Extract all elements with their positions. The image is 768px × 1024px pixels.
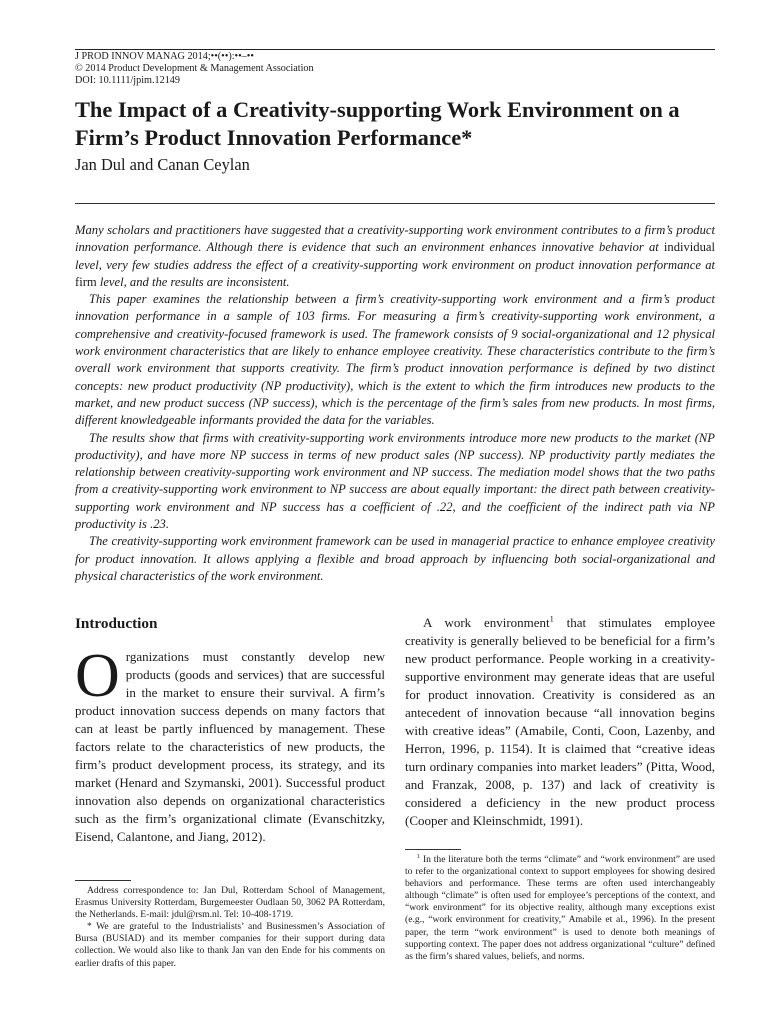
drop-cap: O xyxy=(75,642,120,710)
footnote-rule xyxy=(75,880,131,881)
paper-title: The Impact of a Creativity-supporting Work Environment on a Firm’s Product Innovation Performance* xyxy=(75,97,680,150)
footnote-rule xyxy=(405,849,461,850)
footnote-1 xyxy=(405,854,715,963)
abstract-text: level, very few studies address the effect of a creativity-supporting work environment on product innovation performance at xyxy=(75,257,715,272)
abstract-paragraph-1 xyxy=(75,222,715,291)
left-column xyxy=(75,614,385,970)
authors: Jan Dul and Canan Ceylan xyxy=(75,155,250,174)
abstract-paragraph-2: This paper examines the relationship between a firm’s creativity-supporting work environment and a firm’s product innovation performance in a sample of 103 firms. For measuring a firm’s creativity-supporting work environment, a comprehensive and creativity-focused framework is used. The framework consists of 9 social-organizational and 12 physical work environment characteristics that are likely to enhance employee creativity. These characteristics contribute to the firm’s overall work environment that supports creativity. The firm’s product innovation performance is defined by two distinct concepts: new product productivity (NP productivity), which is the extent to which the firm introduces new products to the market, and new product success (NP success), which is the percentage of the firm’s sales from new products. In most firms, different knowledgeable informants provided the data for the variables. xyxy=(75,292,715,428)
footnote-ref-1[interactable]: 1 xyxy=(549,613,554,624)
abstract-rule xyxy=(75,203,715,204)
abstract-text: level, and the results are inconsistent. xyxy=(96,274,290,289)
journal-citation: J PROD INNOV MANAG 2014;••(••):••–•• xyxy=(75,51,254,62)
right-column xyxy=(405,614,715,963)
abstract xyxy=(75,222,715,585)
emphasis-firm: firm xyxy=(75,274,97,289)
paragraph-text: A work environment xyxy=(423,615,550,630)
emphasis-individual: individual xyxy=(663,240,715,255)
abstract-paragraph-4: The creativity-supporting work environment framework can be used in managerial practice to enhance employee creativity for product innovation. It allows applying a flexible and broad approach by influencing both social-organizational and physical characteristics of the work environment. xyxy=(75,534,715,583)
journal-meta xyxy=(75,51,314,86)
paragraph-text: that stimulates employee creativity is generally believed to be beneficial for a firm’s new product performance. People working in a creativity-supportive environment may generate ideas that are useful for product innovation. Creativity is considered as an antecedent of innovation because “all innovation begins with creative ideas” (Amabile, Conti, Coon, Lazenby, and Herron, 1996, p. 1154). It is claimed that “creative ideas turn ordinary companies into market leaders” (Pitta, Wood, and Franzak, 2008, p. 137) and lack of creativity is considered a deficiency in the new product process (Cooper and Kleinschmidt, 1991). xyxy=(405,615,715,828)
copyright-line: © 2014 Product Development & Management Association xyxy=(75,62,314,74)
footnote-acknowledgements: * We are grateful to the Industrialists’ and Businessmen’s Association of Bursa (BUSIAD) and its member companies for their support during data collection. We would also like to thank Jan van den Ende for his comments on earlier drafts of this paper. xyxy=(75,921,385,969)
header-rule xyxy=(75,49,715,50)
abstract-text: Many scholars and practitioners have suggested that a creativity-supporting work environment contributes to a firm’s product innovation performance. Although there is evidence that such an environment enhances innovative behavior at xyxy=(75,223,715,255)
doi-link[interactable]: DOI: 10.1111/jpim.12149 xyxy=(75,74,180,86)
footnote-text: In the literature both the terms “climate” and “work environment” are used to refer to the organizational context to support employees for showing desired behaviors and performance. These terms are often used interchangeably although “climate” is often used for employee’s perceptions of the context, and “work environment” for its objective reality, although many exceptions exist (e.g., “work environment for creativity,” Amabile et al., 1996). In the present paper, the term “work environment” is used to denote both meanings of supporting context. The paper does not address organizational “culture” defined as the firm’s shared values, beliefs, and norms. xyxy=(405,854,715,962)
intro-paragraph-text: rganizations must constantly develop new products (goods and services) that are successful in the market to ensure their survival. A firm’s product innovation success depends on many factors that can at least be partly influenced by management. These factors relate to the characteristics of new products, the firm’s product development process, its strategy, and its market (Henard and Szymanski, 2001). Successful product innovation also depends on organizational characteristics such as the firm’s organizational climate (Evanschitzky, Eisend, Calantone, and Jiang, 2012). xyxy=(75,649,385,844)
abstract-paragraph-3: The results show that firms with creativity-supporting work environments introduce more new products to the market (NP productivity), and have more NP success in terms of new product sales (NP success). NP productivity partly mediates the relationship between creativity-supporting work environment and NP success. The mediation model shows that the two paths from a creativity-supporting work environment to NP success are about equally important: the direct path between creativity-supporting work environment and NP success has a coefficient of .22, and the coefficient of the indirect path via NP productivity is .23. xyxy=(75,430,715,532)
section-heading-introduction: Introduction xyxy=(75,615,158,632)
footnote-correspondence: Address correspondence to: Jan Dul, Rotterdam School of Management, Erasmus University Rotterdam, Burgemeester Oudlaan 50, 3062 PA Rotterdam, the Netherlands. E-mail: jdul@rsm.nl. Tel: 10-408-1719. xyxy=(75,885,385,921)
intro-paragraph-2 xyxy=(405,614,715,830)
footnote-marker-1: 1 xyxy=(417,852,421,860)
intro-paragraph-1 xyxy=(75,642,385,846)
